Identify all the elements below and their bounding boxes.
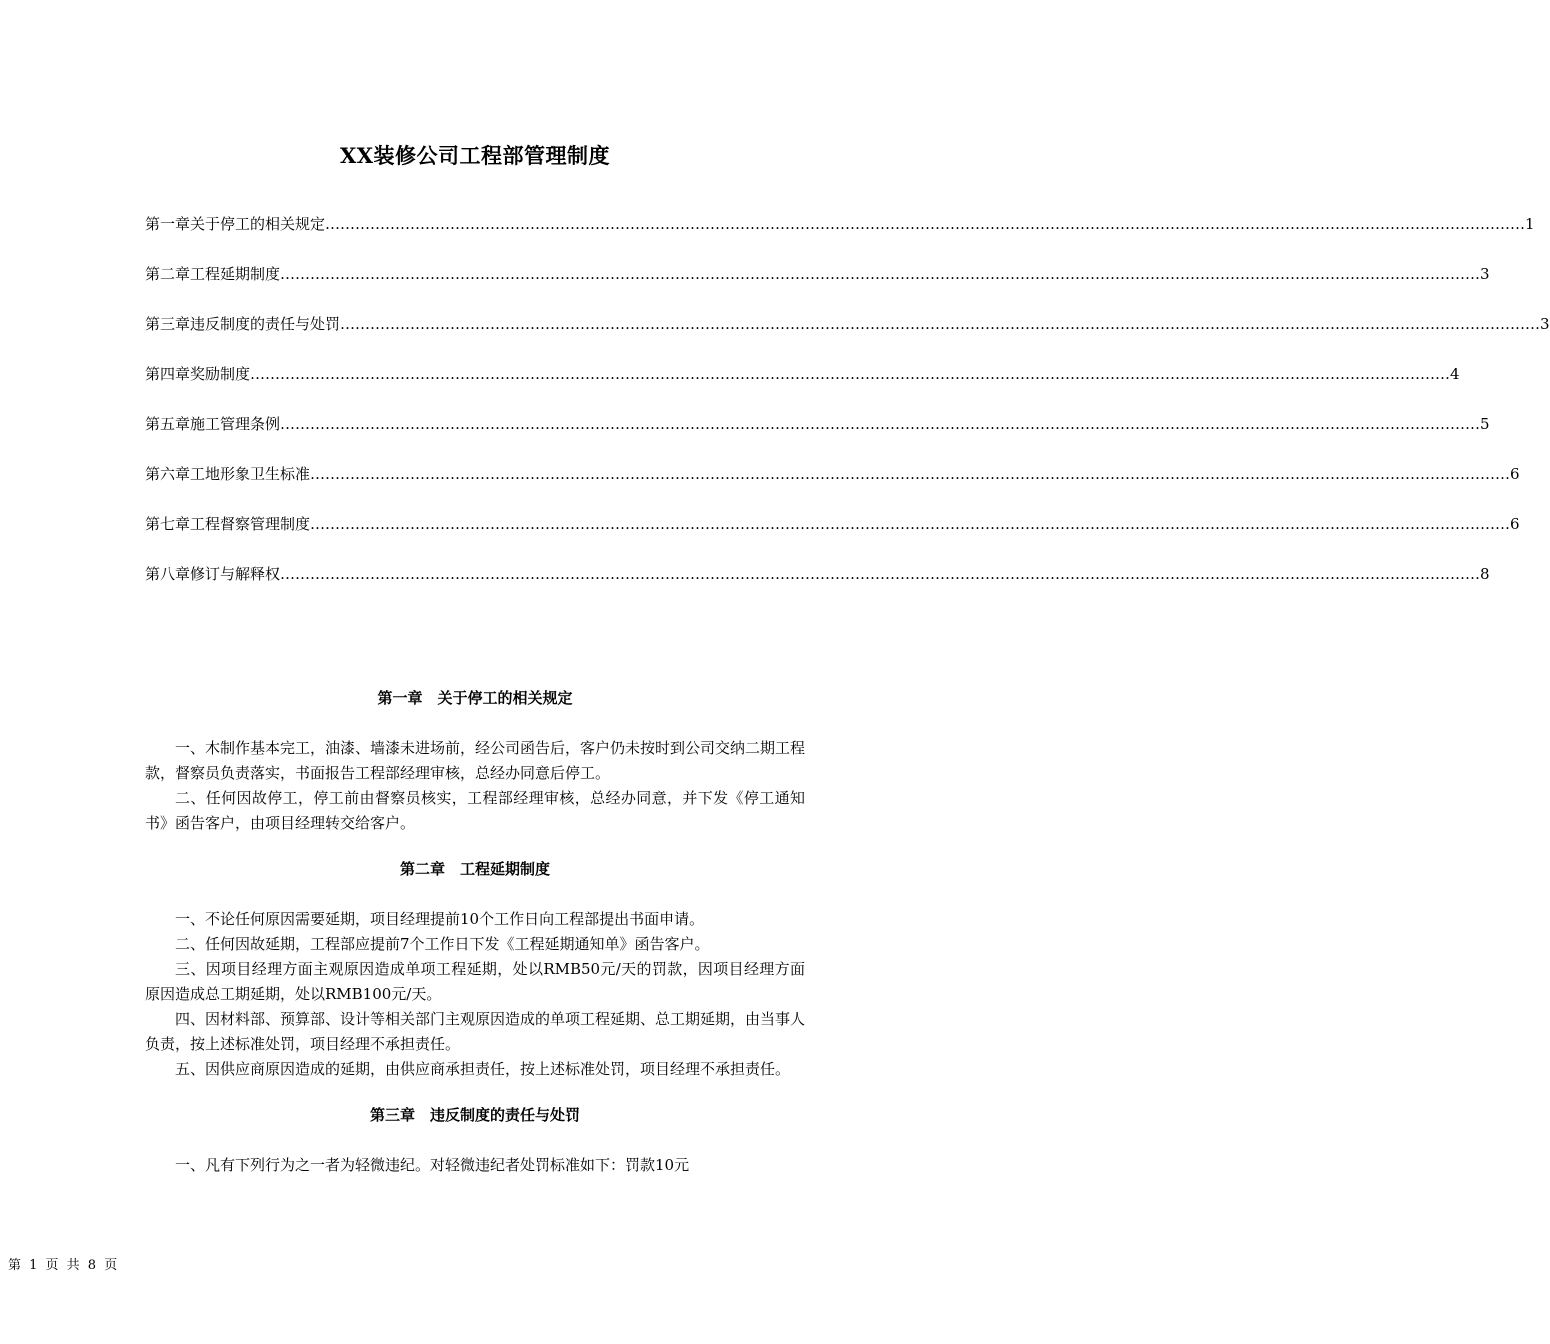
- page-indicator: 第 1 页 共 8 页: [8, 1258, 120, 1273]
- toc-chapter-name: 施工管理条例: [190, 415, 281, 433]
- toc-page-number: 4: [1450, 365, 1460, 383]
- toc-leader-dots: ……………………………………………………………………………………………………………………………………………………………………………………………………………………: [325, 215, 1526, 233]
- paragraph: 一、凡有下列行为之一者为轻微违纪。对轻微违纪者处罚标准如下：罚款10元: [175, 1156, 690, 1174]
- toc-chapter-name: 修订与解释权: [190, 565, 281, 583]
- paragraph: 一、木制作基本完工，油漆、墙漆未进场前，经公司函告后，客户仍未按时到公司交纳二期工程款，督察员负责落实，书面报告工程部经理审核，总经办同意后停工。: [145, 739, 806, 782]
- toc-leader-dots: ……………………………………………………………………………………………………………………………………………………………………………………………………………………: [280, 565, 1481, 583]
- toc-leader-dots: ……………………………………………………………………………………………………………………………………………………………………………………………………………………: [340, 315, 1541, 333]
- toc-entry[interactable]: [145, 214, 1535, 264]
- toc-leader-dots: ……………………………………………………………………………………………………………………………………………………………………………………………………………………: [280, 415, 1481, 433]
- toc-entry[interactable]: [145, 564, 1490, 614]
- paragraph: 五、因供应商原因造成的延期，由供应商承担责任，按上述标准处罚，项目经理不承担责任。: [175, 1060, 791, 1078]
- toc-page-number: 8: [1480, 565, 1490, 583]
- toc-page-number: 3: [1540, 315, 1550, 333]
- toc-chapter-number: 第二章: [145, 265, 191, 283]
- chapter-heading: 第三章 违反制度的责任与处罚: [369, 1106, 580, 1124]
- table-of-contents: [145, 214, 1550, 614]
- toc-chapter-name: 工程督察管理制度: [190, 515, 311, 533]
- paragraph: 二、任何因故延期，工程部应提前7个工作日下发《工程延期通知单》函告客户。: [175, 935, 710, 953]
- toc-chapter-number: 第一章: [145, 215, 191, 233]
- toc-chapter-name: 关于停工的相关规定: [190, 215, 326, 233]
- document-body: [145, 686, 805, 1178]
- toc-leader-dots: ……………………………………………………………………………………………………………………………………………………………………………………………………………………: [310, 465, 1511, 483]
- toc-leader-dots: ……………………………………………………………………………………………………………………………………………………………………………………………………………………: [280, 265, 1481, 283]
- toc-entry[interactable]: [145, 364, 1460, 414]
- toc-entry[interactable]: [145, 314, 1550, 364]
- toc-page-number: 3: [1480, 265, 1490, 283]
- document-title: XX装修公司工程部管理制度: [339, 143, 611, 168]
- toc-chapter-name: 工地形象卫生标准: [190, 465, 311, 483]
- toc-page-number: 6: [1510, 465, 1520, 483]
- toc-entry[interactable]: [145, 264, 1490, 314]
- toc-leader-dots: ……………………………………………………………………………………………………………………………………………………………………………………………………………………: [310, 515, 1511, 533]
- toc-chapter-name: 工程延期制度: [190, 265, 281, 283]
- toc-chapter-number: 第三章: [145, 315, 191, 333]
- toc-chapter-number: 第八章: [145, 565, 191, 583]
- toc-page-number: 5: [1480, 415, 1490, 433]
- chapter-heading: 第二章 工程延期制度: [399, 860, 550, 878]
- toc-chapter-name: 违反制度的责任与处罚: [190, 315, 341, 333]
- paragraph: 三、因项目经理方面主观原因造成单项工程延期，处以RMB50元/天的罚款，因项目经理方面原因造成总工期延期，处以RMB100元/天。: [145, 960, 805, 1003]
- toc-chapter-name: 奖励制度: [190, 365, 251, 383]
- toc-entry[interactable]: [145, 514, 1520, 564]
- toc-chapter-number: 第六章: [145, 465, 191, 483]
- toc-entry[interactable]: [145, 414, 1490, 464]
- toc-leader-dots: ……………………………………………………………………………………………………………………………………………………………………………………………………………………: [250, 365, 1451, 383]
- toc-entry[interactable]: [145, 464, 1520, 514]
- toc-chapter-number: 第四章: [145, 365, 191, 383]
- paragraph: 二、任何因故停工，停工前由督察员核实，工程部经理审核，总经办同意，并下发《停工通知书》函告客户，由项目经理转交给客户。: [145, 789, 805, 832]
- chapter-heading: 第一章 关于停工的相关规定: [377, 689, 573, 707]
- toc-page-number: 1: [1525, 215, 1535, 233]
- paragraph: 一、不论任何原因需要延期，项目经理提前10个工作日向工程部提出书面申请。: [175, 910, 705, 928]
- toc-page-number: 6: [1510, 515, 1520, 533]
- toc-chapter-number: 第七章: [145, 515, 191, 533]
- toc-chapter-number: 第五章: [145, 415, 191, 433]
- paragraph: 四、因材料部、预算部、设计等相关部门主观原因造成的单项工程延期、总工期延期，由当事人负责，按上述标准处罚，项目经理不承担责任。: [145, 1010, 806, 1053]
